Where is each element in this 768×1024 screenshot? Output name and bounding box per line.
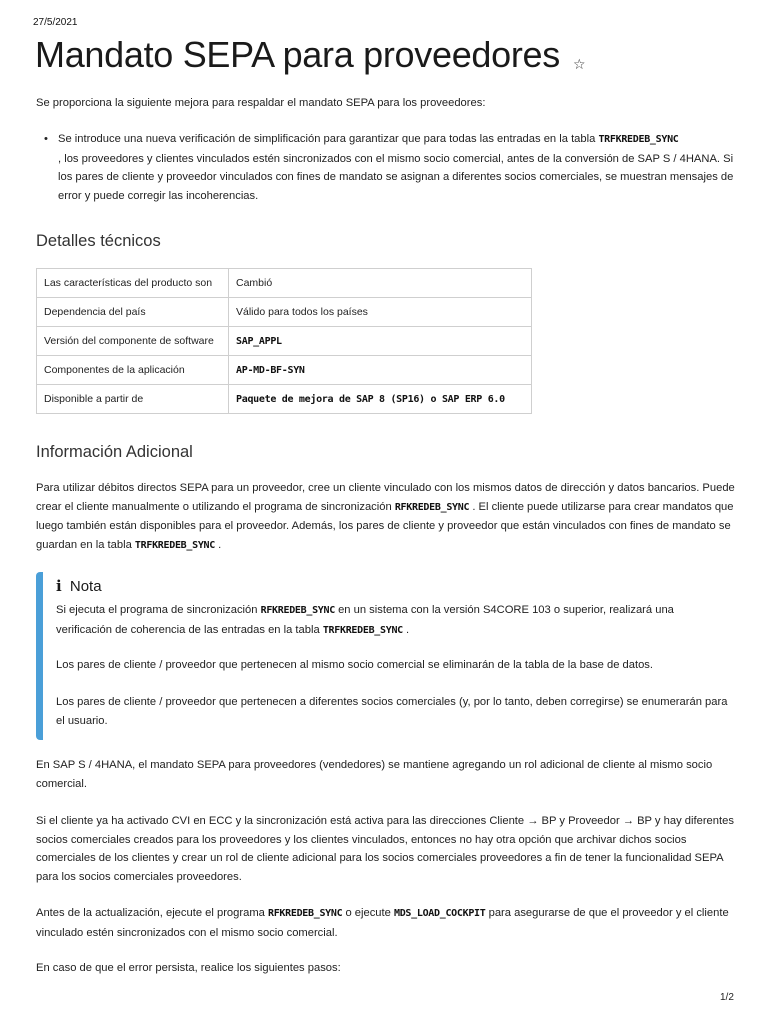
table-row xyxy=(37,385,532,414)
print-date: 27/5/2021 xyxy=(33,17,78,28)
table-cell-key: Dependencia del país xyxy=(37,298,229,327)
note-callout xyxy=(36,572,743,740)
table-cell-value: Paquete de mejora de SAP 8 (SP16) o SAP ERP 6.0 xyxy=(236,394,505,405)
note-paragraph: Los pares de cliente / proveedor que pertenecen al mismo socio comercial se eliminarán de la tabla de la base de datos. xyxy=(56,659,654,671)
table-cell-value: Válido para todos los países xyxy=(229,298,532,327)
table-cell-key: Disponible a partir de xyxy=(37,385,229,414)
page-title: Mandato SEPA para proveedores xyxy=(35,34,560,75)
table-name-code: TRFKREDEB_SYNC xyxy=(134,539,215,551)
body-paragraph: Si el cliente ya ha activado CVI en ECC y la sincronización está activa para las direcciones Cliente → BP y Proveedor → BP y hay diferentes socios comerciales creados para los proveedores y los clientes vinculados, entonces no hay otra opción que archivar dichos socios comerciales de los clientes y crear un rol de cliente adicional para los socios comerciales proveedores a fin de tener la funcionalidad SEPA para los socios comerciales proveedores. xyxy=(36,815,734,883)
table-row xyxy=(37,327,532,356)
table-cell-key: Componentes de la aplicación xyxy=(37,356,229,385)
body-paragraph: En SAP S / 4HANA, el mandato SEPA para proveedores (vendedores) se mantiene agregando un rol adicional de cliente al mismo socio comercial. xyxy=(36,759,713,790)
tech-details-heading: Detalles técnicos xyxy=(36,232,161,250)
additional-paragraph: Para utilizar débitos directos SEPA para un proveedor, cree un cliente vinculado con los mismos datos de dirección y datos bancarios. Puede crear el cliente manualmente o utilizando el programa de sincronización RFKREDEB_SYNC . El cliente puede utilizarse para crear mandatos que luego también están disponibles para el proveedor. Además, los pares de cliente y proveedor que están vinculados con fines de mandato se guardan en la tabla TRFKREDEB_SYNC . xyxy=(36,482,735,551)
table-cell-key: Las características del producto son xyxy=(37,269,229,298)
bullet-icon: • xyxy=(44,133,48,145)
table-cell-key: Versión del componente de software xyxy=(37,327,229,356)
table-row xyxy=(37,298,532,327)
note-paragraph: Los pares de cliente / proveedor que pertenecen a diferentes socios comerciales (y, por lo tanto, deben corregirse) se enumerarán para el usuario. xyxy=(56,696,728,727)
intro-paragraph: Se proporciona la siguiente mejora para respaldar el mandato SEPA para los proveedores: xyxy=(36,97,486,109)
feature-list xyxy=(44,130,736,205)
program-name-code: MDS_LOAD_COCKPIT xyxy=(393,908,486,919)
star-outline-icon[interactable]: ☆ xyxy=(573,56,586,72)
note-heading xyxy=(56,577,102,595)
table-cell-value: Cambió xyxy=(229,269,532,298)
info-icon: i xyxy=(56,577,62,595)
body-paragraph: En caso de que el error persista, realice los siguientes pasos: xyxy=(36,962,341,974)
program-name-code: RFKREDEB_SYNC xyxy=(260,605,335,616)
table-name-code: TRFKREDEB_SYNC xyxy=(598,134,679,145)
program-name-code: RFKREDEB_SYNC xyxy=(267,908,343,919)
list-item: • Se introduce una nueva verificación de simplificación para garantizar que para todas las entradas en la tabla TRFKREDEB_SYNC , los proveedores y clientes vinculados estén sincronizados con el mismo socio comercial, antes de la conversión de SAP S / 4HANA. Si los pares de cliente y proveedor vinculados con fines de mandato se asignan a diferentes socios comerciales, se muestran mensajes de error y puede corregir las incoherencias. xyxy=(58,130,736,205)
table-cell-value: AP-MD-BF-SYN xyxy=(236,365,305,376)
table-cell-value: SAP_APPL xyxy=(236,336,282,347)
table-row xyxy=(37,269,532,298)
table-row xyxy=(37,356,532,385)
body-paragraph: Antes de la actualización, ejecute el programa RFKREDEB_SYNC o ejecute MDS_LOAD_COCKPIT para asegurarse de que el proveedor y el cliente vinculado estén sincronizados con el mismo socio comercial. xyxy=(36,907,729,939)
page-number: 1/2 xyxy=(720,992,734,1003)
note-title: Nota xyxy=(69,578,102,595)
additional-info-heading: Información Adicional xyxy=(36,443,193,461)
note-paragraph: Si ejecuta el programa de sincronización RFKREDEB_SYNC en un sistema con la versión S4CORE 103 o superior, realizará una verificación de coherencia de las entradas en la tabla TRFKREDEB_SYNC . xyxy=(56,604,674,636)
table-name-code: TRFKREDEB_SYNC xyxy=(322,624,403,636)
program-name-code: RFKREDEB_SYNC xyxy=(394,501,470,513)
tech-details-table xyxy=(36,268,532,414)
